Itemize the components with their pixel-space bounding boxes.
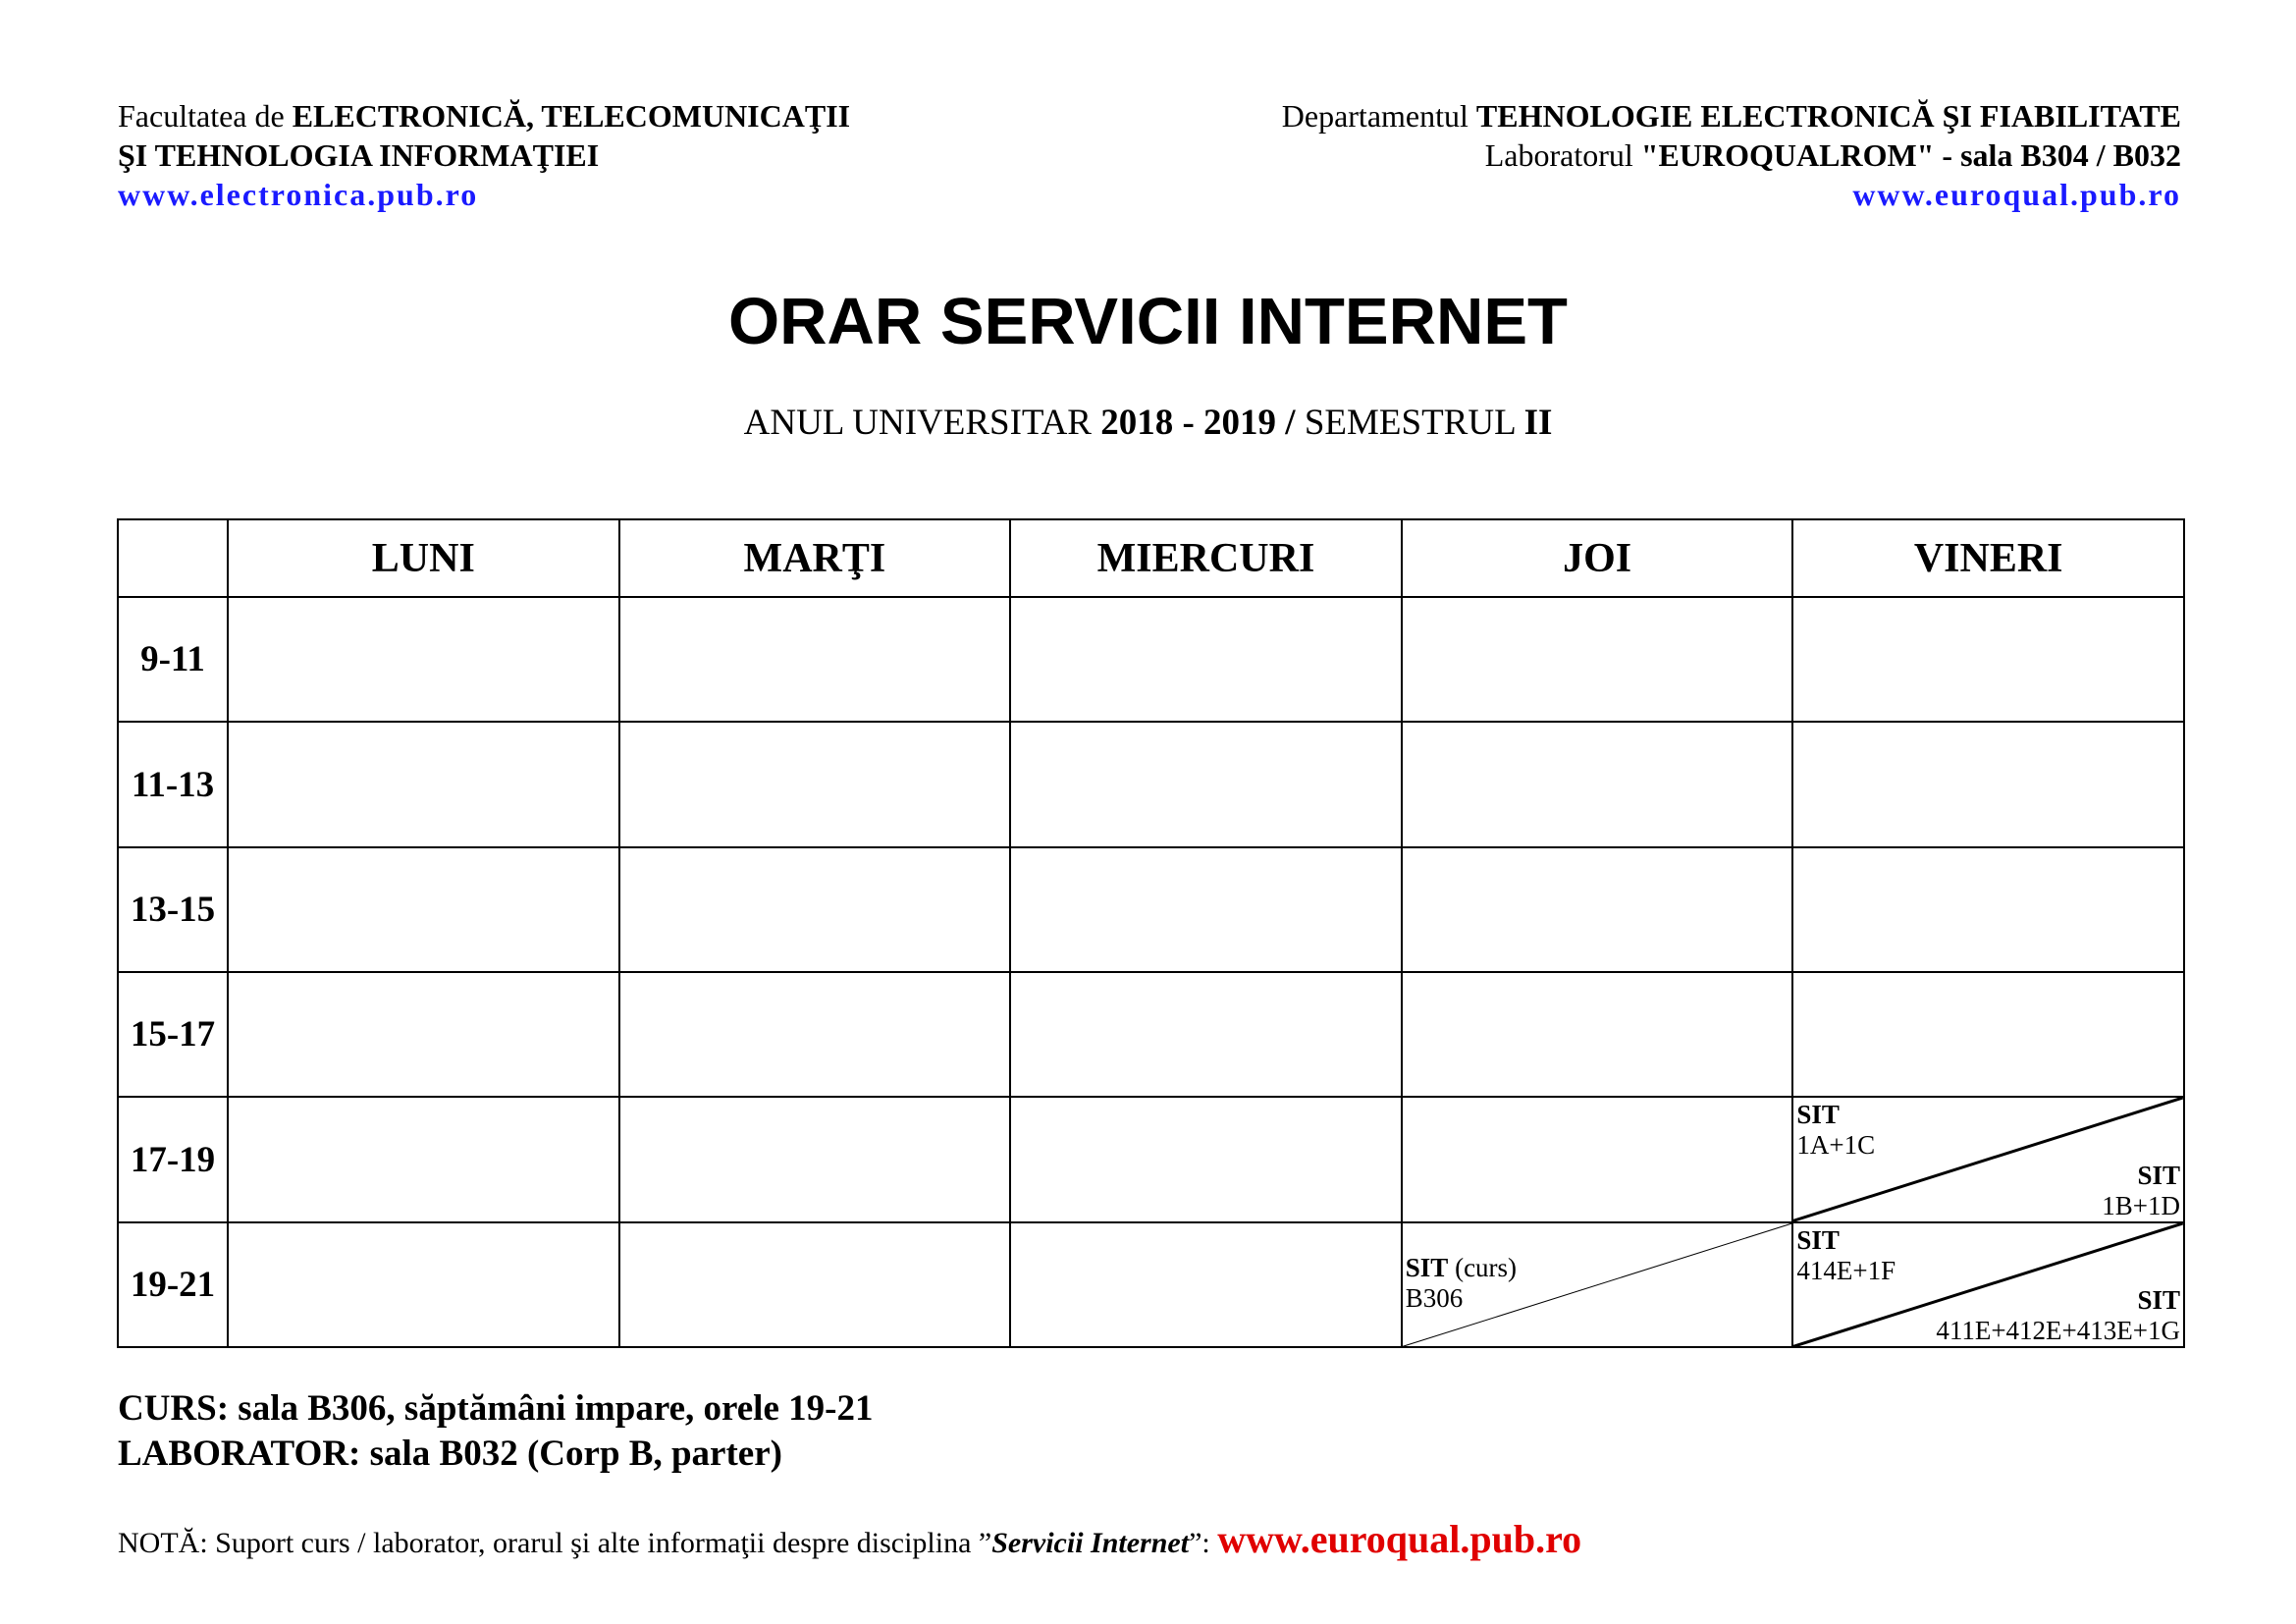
department-header xyxy=(1282,96,2181,214)
day-header: VINERI xyxy=(1792,519,2184,597)
faculty-header xyxy=(118,96,850,214)
day-header: LUNI xyxy=(228,519,619,597)
department-line: Departamentul TEHNOLOGIE ELECTRONICĂ ŞI FIABILITATE xyxy=(1281,98,2181,134)
department-name: TEHNOLOGIE ELECTRONICĂ ŞI FIABILITATE xyxy=(1475,98,2181,134)
day-header: MIERCURI xyxy=(1010,519,1402,597)
schedule-cell xyxy=(228,847,619,972)
laboratory-line: Laboratorul "EUROQUALROM" - sala B304 / B032 xyxy=(1484,137,2181,173)
schedule-cell xyxy=(228,1097,619,1221)
schedule-cell xyxy=(1010,847,1402,972)
time-slot-label: 11-13 xyxy=(118,722,228,846)
corner-cell xyxy=(118,519,228,597)
faculty-url-link[interactable]: www.electronica.pub.ro xyxy=(118,177,479,212)
time-slot-label: 15-17 xyxy=(118,972,228,1097)
schedule-cell xyxy=(228,1222,619,1347)
page-subtitle: ANUL UNIVERSITAR 2018 - 2019 / SEMESTRUL II xyxy=(743,403,1553,443)
course-info: CURS: sala B306, săptămâni impare, orele 19-21 xyxy=(118,1388,874,1429)
time-slot-label: 13-15 xyxy=(118,847,228,972)
schedule-cell xyxy=(1402,972,1793,1097)
schedule-cell-joi-19-21 xyxy=(1402,1222,1793,1347)
entry-bottom: SIT 411E+412E+413E+1G xyxy=(1936,1285,2180,1345)
schedule-cell xyxy=(619,1222,1011,1347)
schedule-cell xyxy=(619,972,1011,1097)
course-entry: SIT (curs) B306 xyxy=(1405,1252,1518,1313)
day-header: JOI xyxy=(1402,519,1793,597)
laboratory-info: LABORATOR: sala B032 (Corp B, parter) xyxy=(118,1434,782,1474)
schedule-cell xyxy=(1792,972,2184,1097)
schedule-cell xyxy=(1402,722,1793,846)
schedule-cell-vineri-19-21 xyxy=(1792,1222,2184,1347)
schedule-cell xyxy=(619,722,1011,846)
schedule-cell xyxy=(1402,847,1793,972)
faculty-line-1: Facultatea de ELECTRONICĂ, TELECOMUNICAŢII xyxy=(118,98,851,134)
note: NOTĂ: Suport curs / laborator, orarul şi alte informaţii despre disciplina ”Servicii Internet”: www.euroqual.pub.ro xyxy=(118,1517,1582,1561)
schedule-cell xyxy=(228,972,619,1097)
schedule-cell xyxy=(1792,722,2184,846)
faculty-name: ELECTRONICĂ, TELECOMUNICAŢII xyxy=(292,98,851,134)
schedule-cell xyxy=(1010,1222,1402,1347)
schedule-cell xyxy=(1010,722,1402,846)
time-slot-label: 9-11 xyxy=(118,597,228,722)
time-slot-row xyxy=(118,1097,2184,1221)
day-header: MARŢI xyxy=(619,519,1011,597)
schedule-cell xyxy=(1010,1097,1402,1221)
time-slot-label: 17-19 xyxy=(118,1097,228,1221)
course-url-link[interactable]: www.euroqual.pub.ro xyxy=(1217,1517,1582,1561)
department-url-link[interactable]: www.euroqual.pub.ro xyxy=(1852,177,2181,212)
time-slot-row xyxy=(118,1222,2184,1347)
time-slot-row xyxy=(118,722,2184,846)
time-slot-label: 19-21 xyxy=(118,1222,228,1347)
schedule-cell xyxy=(1792,597,2184,722)
schedule-cell xyxy=(619,847,1011,972)
time-slot-row xyxy=(118,972,2184,1097)
entry-top: SIT 414E+1F xyxy=(1796,1224,1896,1285)
schedule-header-row xyxy=(118,519,2184,597)
schedule-cell xyxy=(619,597,1011,722)
schedule-cell xyxy=(1402,597,1793,722)
schedule-cell xyxy=(1010,597,1402,722)
schedule-cell xyxy=(1402,1097,1793,1221)
schedule-cell xyxy=(1010,972,1402,1097)
course-name: Servicii Internet xyxy=(991,1527,1190,1559)
entry-bottom: SIT 1B+1D xyxy=(2102,1160,2180,1220)
faculty-line-2: ŞI TEHNOLOGIA INFORMAŢIEI xyxy=(118,137,600,173)
time-slot-row xyxy=(118,847,2184,972)
page-title: ORAR SERVICII INTERNET xyxy=(728,285,1568,358)
schedule-table xyxy=(117,518,2185,1348)
schedule-cell xyxy=(228,597,619,722)
entry-top: SIT 1A+1C xyxy=(1796,1100,1876,1161)
time-slot-row xyxy=(118,597,2184,722)
schedule-cell xyxy=(228,722,619,846)
laboratory-name: "EUROQUALROM" - sala B304 / B032 xyxy=(1640,137,2181,173)
schedule-cell-vineri-17-19 xyxy=(1792,1097,2184,1221)
schedule-cell xyxy=(619,1097,1011,1221)
schedule-cell xyxy=(1792,847,2184,972)
